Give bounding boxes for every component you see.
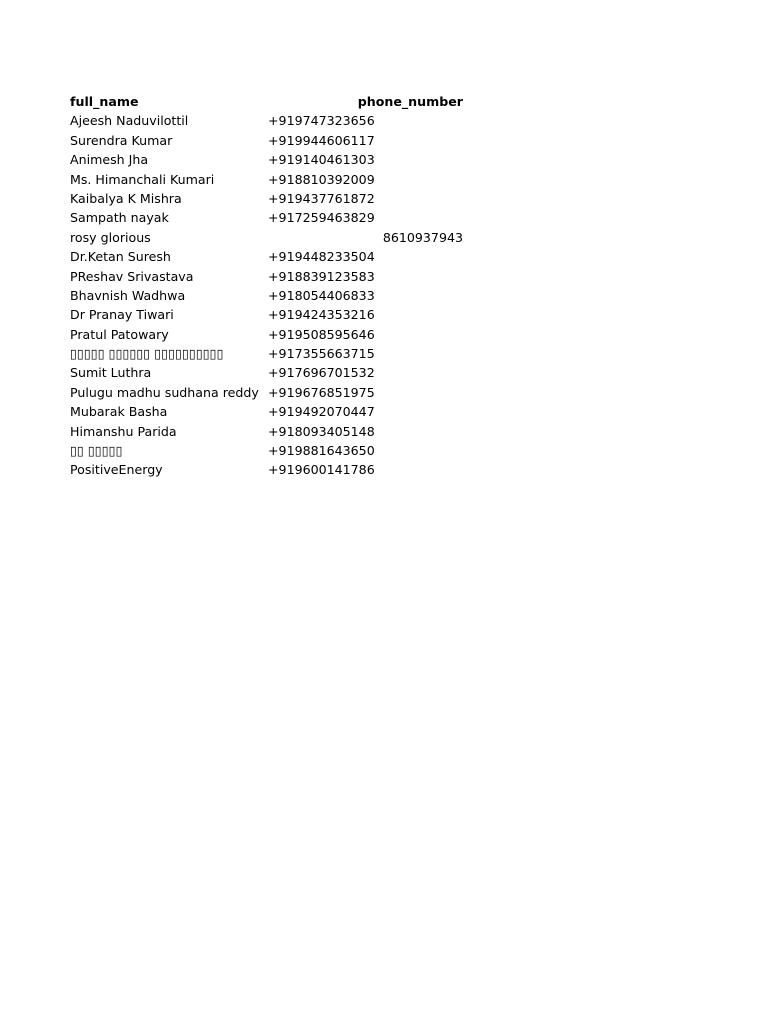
table-header-row <box>70 92 470 111</box>
table-row <box>70 363 470 382</box>
table-row <box>70 267 470 286</box>
table-row <box>70 170 470 189</box>
table-row <box>70 460 470 479</box>
table-row <box>70 208 470 227</box>
column-header-full-name: full_name <box>70 94 139 109</box>
cell-full-name: ▯▯▯▯▯ ▯▯▯▯▯▯ ▯▯▯▯▯▯▯▯▯▯ <box>70 346 224 362</box>
column-header-phone-number: phone_number <box>357 94 463 109</box>
cell-full-name: PositiveEnergy <box>70 462 163 478</box>
cell-phone-number: +918093405148 <box>268 423 375 439</box>
cell-phone-number: 8610937943 <box>382 229 463 245</box>
contacts-table <box>70 92 470 480</box>
cell-full-name: Pulugu madhu sudhana reddy <box>70 384 259 400</box>
cell-phone-number: +919140461303 <box>268 152 375 168</box>
cell-phone-number: +919424353216 <box>268 307 375 323</box>
table-row <box>70 150 470 169</box>
table-row <box>70 111 470 130</box>
table-row <box>70 344 470 363</box>
cell-full-name: Kaibalya K Mishra <box>70 190 182 206</box>
cell-full-name: Bhavnish Wadhwa <box>70 287 186 303</box>
table-row <box>70 189 470 208</box>
cell-phone-number: +919448233504 <box>268 249 375 265</box>
cell-phone-number: +917696701532 <box>268 365 375 381</box>
cell-phone-number: +919676851975 <box>268 384 375 400</box>
table-row <box>70 325 470 344</box>
cell-phone-number: +919881643650 <box>268 443 375 459</box>
table-row <box>70 228 470 247</box>
cell-phone-number: +919492070447 <box>268 404 375 420</box>
cell-full-name: Ms. Himanchali Kumari <box>70 171 215 187</box>
cell-phone-number: +918810392009 <box>268 171 375 187</box>
cell-phone-number: +917355663715 <box>268 346 375 362</box>
cell-phone-number: +917259463829 <box>268 210 375 226</box>
cell-full-name: rosy glorious <box>70 229 151 245</box>
table-row <box>70 286 470 305</box>
cell-full-name: Sumit Luthra <box>70 365 152 381</box>
cell-phone-number: +919437761872 <box>268 190 375 206</box>
cell-full-name: Himanshu Parida <box>70 423 177 439</box>
cell-phone-number: +919944606117 <box>268 132 375 148</box>
cell-full-name: Surendra Kumar <box>70 132 173 148</box>
cell-phone-number: +919747323656 <box>268 113 375 129</box>
table-row <box>70 305 470 324</box>
table-row <box>70 383 470 402</box>
cell-phone-number: +918839123583 <box>268 268 375 284</box>
cell-phone-number: +919600141786 <box>268 462 375 478</box>
cell-full-name: Dr.Ketan Suresh <box>70 249 171 265</box>
cell-full-name: ▯▯ ▯▯▯▯▯ <box>70 443 123 459</box>
table-row <box>70 247 470 266</box>
cell-full-name: Ajeesh Naduvilottil <box>70 113 189 129</box>
table-row <box>70 131 470 150</box>
cell-full-name: Animesh Jha <box>70 152 149 168</box>
cell-full-name: Sampath nayak <box>70 210 169 226</box>
cell-full-name: Mubarak Basha <box>70 404 168 420</box>
table-row <box>70 422 470 441</box>
cell-phone-number: +918054406833 <box>268 287 375 303</box>
cell-full-name: PReshav Srivastava <box>70 268 194 284</box>
table-row <box>70 402 470 421</box>
cell-full-name: Pratul Patowary <box>70 326 169 342</box>
table-row <box>70 441 470 460</box>
cell-full-name: Dr Pranay Tiwari <box>70 307 174 323</box>
cell-phone-number: +919508595646 <box>268 326 375 342</box>
